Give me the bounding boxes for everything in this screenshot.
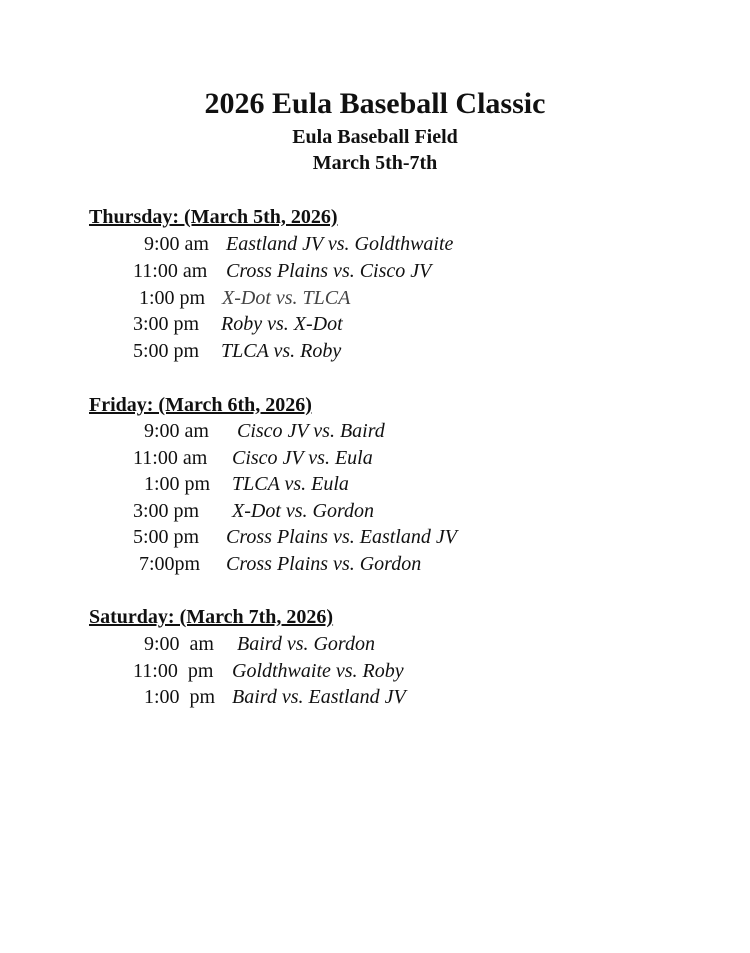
game-teams: Roby vs. X-Dot [221, 313, 343, 335]
game-time: 1:00 pm [139, 287, 206, 309]
day-heading-saturday: Saturday: (March 7th, 2026) [89, 606, 334, 628]
game-teams: Cross Plains vs. Cisco JV [226, 260, 432, 282]
game-teams: TLCA vs. Eula [232, 473, 349, 495]
game-teams: Baird vs. Eastland JV [232, 686, 406, 708]
day-heading-friday: Friday: (March 6th, 2026) [89, 394, 312, 416]
game-teams: Goldthwaite vs. Roby [232, 660, 404, 682]
game-teams: Cross Plains vs. Gordon [226, 553, 422, 575]
game-time: 11:00 am [133, 260, 208, 282]
game-time: 5:00 pm [133, 340, 200, 362]
page-title: 2026 Eula Baseball Classic [204, 87, 546, 120]
day-heading-thursday: Thursday: (March 5th, 2026) [89, 206, 338, 228]
game-time: 9:00 am [144, 233, 209, 255]
game-time: 11:00 pm [133, 660, 214, 682]
game-time: 1:00 pm [144, 686, 216, 708]
game-time: 7:00pm [139, 553, 201, 575]
dates-subtitle: March 5th-7th [312, 152, 438, 174]
game-teams: Baird vs. Gordon [237, 633, 375, 655]
game-teams: Cisco JV vs. Baird [237, 420, 385, 442]
game-teams: Eastland JV vs. Goldthwaite [226, 233, 454, 255]
game-teams: TLCA vs. Roby [221, 340, 342, 362]
game-time: 3:00 pm [133, 500, 200, 522]
game-time: 9:00 am [144, 633, 214, 655]
venue-subtitle: Eula Baseball Field [292, 126, 458, 148]
game-time: 1:00 pm [144, 473, 211, 495]
game-time: 5:00 pm [133, 526, 200, 548]
game-teams: X-Dot vs. Gordon [232, 500, 375, 522]
game-teams: Cisco JV vs. Eula [232, 447, 373, 469]
game-time: 3:00 pm [133, 313, 200, 335]
game-time: 9:00 am [144, 420, 209, 442]
game-teams: X-Dot vs. TLCA [222, 287, 351, 309]
game-teams: Cross Plains vs. Eastland JV [226, 526, 457, 548]
game-time: 11:00 am [133, 447, 208, 469]
